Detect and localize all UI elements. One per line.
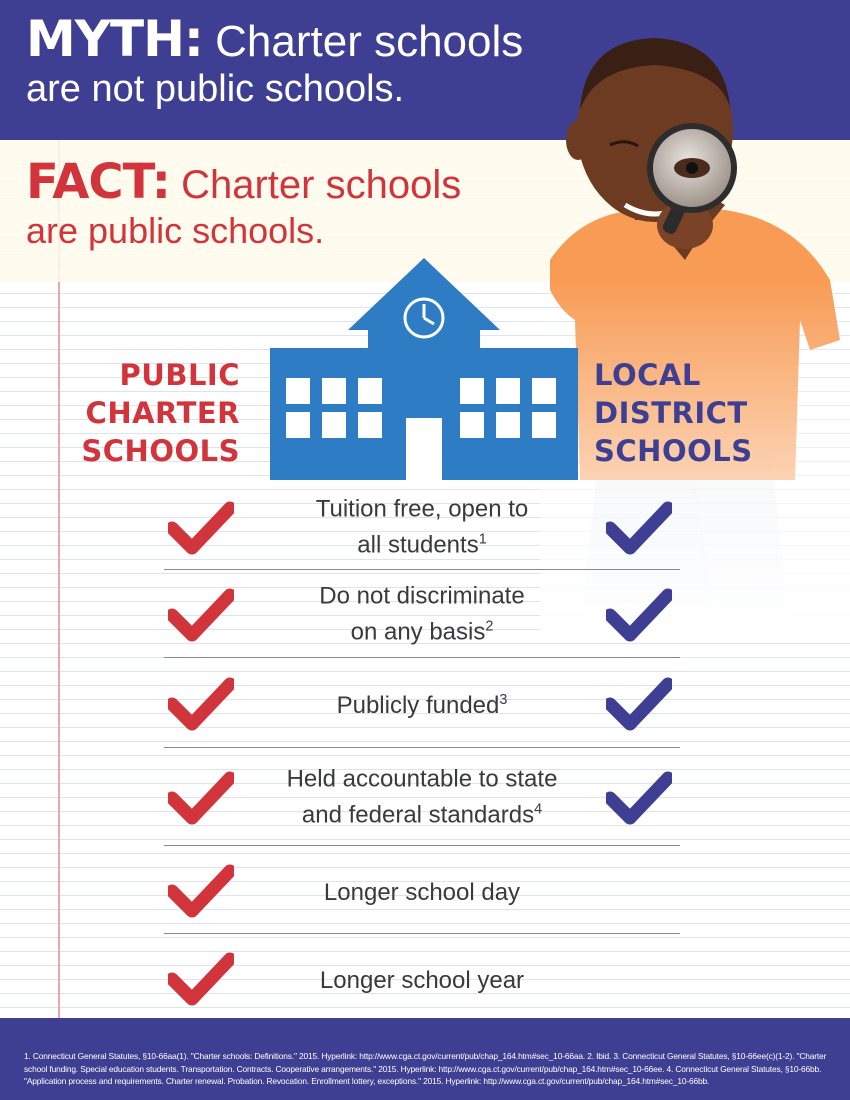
myth-headline-line2: are not public schools. xyxy=(26,68,405,110)
comparison-row xyxy=(164,934,680,1022)
row-label-line1: Do not discriminate xyxy=(319,582,525,609)
row-label-line1: Tuition free, open to xyxy=(315,495,529,522)
row-label xyxy=(264,493,580,560)
heading-line: PUBLIC xyxy=(119,358,240,392)
charter-checkmark-icon xyxy=(168,498,234,556)
row-label-text: all students xyxy=(357,531,479,558)
fact-headline-line2: are public schools. xyxy=(26,210,325,251)
charter-checkmark-icon xyxy=(168,674,234,732)
row-label xyxy=(264,763,580,830)
district-checkmark-icon xyxy=(606,498,672,556)
row-label-line2 xyxy=(264,872,580,908)
charter-checkmark-icon xyxy=(168,949,234,1007)
charter-checkmark-icon xyxy=(168,861,234,919)
row-label xyxy=(264,872,580,908)
row-label-line2 xyxy=(264,794,580,830)
comparison-row xyxy=(164,658,680,748)
district-checkmark-icon xyxy=(606,768,672,826)
comparison-table xyxy=(164,484,680,1022)
row-label-text: on any basis xyxy=(350,618,486,645)
district-checkmark-icon xyxy=(606,585,672,643)
comparison-row xyxy=(164,484,680,570)
school-building-icon xyxy=(270,258,578,480)
comparison-row xyxy=(164,846,680,934)
public-charter-schools-heading xyxy=(81,356,240,470)
heading-line: SCHOOLS xyxy=(594,434,753,468)
row-label-line2 xyxy=(264,611,580,647)
row-label xyxy=(264,960,580,996)
footnote-ref: 4 xyxy=(534,801,543,817)
heading-line: LOCAL xyxy=(594,358,701,392)
myth-line1-text: Charter schools xyxy=(202,17,524,66)
footnote-ref: 2 xyxy=(485,618,494,634)
row-label-text: Longer school year xyxy=(319,967,525,994)
comparison-row xyxy=(164,748,680,846)
row-label-line2 xyxy=(264,524,580,560)
heading-line: SCHOOLS xyxy=(81,434,240,468)
row-label-line1: Held accountable to state xyxy=(286,765,558,792)
heading-line: CHARTER xyxy=(85,396,240,430)
heading-line: DISTRICT xyxy=(594,396,748,430)
comparison-row xyxy=(164,570,680,658)
row-label xyxy=(264,580,580,647)
footnote-ref: 3 xyxy=(499,691,508,708)
row-label-text: Longer school day xyxy=(323,878,521,906)
fact-headline-line1 xyxy=(26,154,462,210)
footnotes: 1. Connecticut General Statutes, §10-66aa(1). "Charter schools: Definitions." 2015. Hyperlink: http://www.cga.ct.gov/current/pub/chap_164.htm#sec_10-66aa. 2. Ibid. 3. Connecticut General Statutes, §10-66ee(c)(1-2). "Charter school funding. Special education students. Transportation. Contracts. Cooperative arrangements." 2015. Hyperlink: http://www.cga.ct.gov/current/pub/chap_164.htm#sec_10-66ee. 4. Connecticut General Statutes, §10-66bb. "Application process and requirements. Charter renewal. Probation. Revocation. Enrollment lottery, exceptions." 2015. Hyperlink: http://www.cga.ct.gov/current/pub/chap_164.htm#sec_10-66bb. xyxy=(0,1018,850,1100)
charter-checkmark-icon xyxy=(168,585,234,643)
footnote-ref: 1 xyxy=(478,531,487,547)
fact-line1-text: Charter schools xyxy=(169,163,462,207)
row-label-text: and federal standards xyxy=(301,801,535,828)
district-checkmark-icon xyxy=(606,674,672,732)
fact-headline xyxy=(26,154,462,253)
local-district-schools-heading xyxy=(594,356,753,470)
fact-keyword: FACT: xyxy=(26,154,170,210)
row-label-line2 xyxy=(264,685,580,721)
row-label xyxy=(264,685,580,721)
row-label-line2 xyxy=(264,960,580,996)
row-label-text: Publicly funded xyxy=(336,691,500,719)
charter-checkmark-icon xyxy=(168,768,234,826)
myth-keyword: MYTH: xyxy=(26,10,203,68)
